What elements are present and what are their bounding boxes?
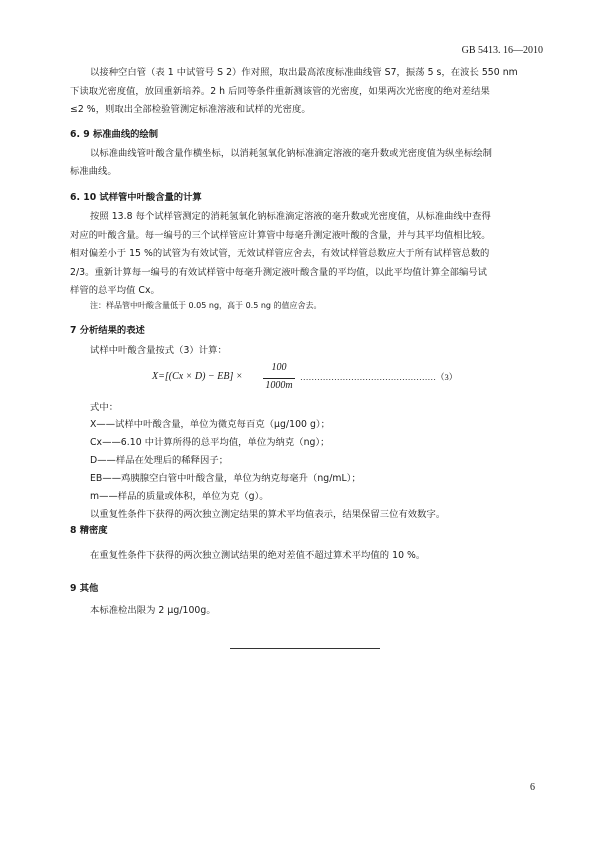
section-7-heading: 7 分析结果的表述 [70, 325, 145, 336]
formula-3 [152, 362, 532, 394]
section-6-10-line-1: 按照 13.8 每个试样管测定的消耗氢氧化钠标准滴定溶液的毫升数或光密度值，从标准曲线中查得 [90, 211, 491, 222]
formula-denominator: 1000m [265, 380, 293, 391]
standard-id-header: GB 5413. 16—2010 [461, 45, 543, 56]
def-eb: EB——鸡胰腺空白管中叶酸含量，单位为纳克每毫升（ng/mL）； [90, 473, 361, 484]
formula-lhs: X=[(Cx × D) − EB] × [152, 371, 243, 382]
section-6-10-line-4: 2/3。重新计算每一编号的有效试样管中每毫升测定液叶酸含量的平均值，以此平均值计算全部编号试 [70, 267, 488, 278]
section-6-10-note: 注：样品管中叶酸含量低于 0.05 ng，高于 0.5 ng 的值应舍去。 [90, 301, 322, 310]
section-6-9-line-2: 标准曲线。 [70, 166, 117, 177]
section-6-9-line-1: 以标准曲线管叶酸含量作横坐标，以消耗氢氧化钠标准滴定溶液的毫升数或光密度值为纵坐标绘制 [90, 148, 492, 159]
def-d: D——样品在处理后的稀释因子； [90, 455, 229, 466]
def-cx: Cx——6.10 中计算所得的总平均值，单位为纳克（ng）； [90, 437, 330, 448]
end-rule [230, 648, 380, 649]
section-9-heading: 9 其他 [70, 583, 99, 594]
section-6-9-heading: 6. 9 标准曲线的绘制 [70, 129, 159, 140]
def-x: X——试样中叶酸含量，单位为微克每百克（μg/100 g）； [90, 419, 331, 430]
result-expression-note: 以重复性条件下获得的两次独立测定结果的算术平均值表示，结果保留三位有效数字。 [90, 509, 446, 520]
section-6-10-line-2: 对应的叶酸含量。每一编号的三个试样管应计算管中每毫升测定液叶酸的含量，并与其平均值相比较。 [70, 230, 491, 241]
formula-leader-and-number: …………………………………………（3） [300, 372, 458, 382]
formula-intro: 试样中叶酸含量按式（3）计算： [90, 345, 227, 356]
section-8-heading: 8 精密度 [70, 525, 108, 536]
para-top-line-2: 下读取光密度值，放回重新培养。2 h 后同等条件重新测该管的光密度，如果两次光密度的绝对差结果 [70, 86, 490, 97]
section-8-text: 在重复性条件下获得的两次独立测试结果的绝对差值不超过算术平均值的 10 %。 [90, 550, 426, 561]
page-number: 6 [530, 782, 535, 793]
para-top-line-3: ≤2 %，则取出全部检验管测定标准溶液和试样的光密度。 [70, 104, 311, 115]
section-9-text: 本标准检出限为 2 μg/100g。 [90, 605, 216, 616]
section-6-10-line-3: 相对偏差小于 15 %的试管为有效试管，无效试样管应舍去，有效试样管总数应大于所有试样管总数的 [70, 248, 490, 259]
section-6-10-heading: 6. 10 试样管中叶酸含量的计算 [70, 192, 202, 203]
fraction-bar [263, 378, 295, 379]
formula-where: 式中： [90, 402, 119, 413]
def-m: m——样品的质量或体积，单位为克（g）。 [90, 491, 269, 502]
section-6-10-line-5: 样管的总平均值 Cx。 [70, 285, 160, 296]
formula-numerator: 100 [271, 362, 287, 373]
para-top-line-1: 以接种空白管（表 1 中试管号 S 2）作对照，取出最高浓度标准曲线管 S7，振荡 5 s，在波长 550 nm [90, 67, 518, 78]
